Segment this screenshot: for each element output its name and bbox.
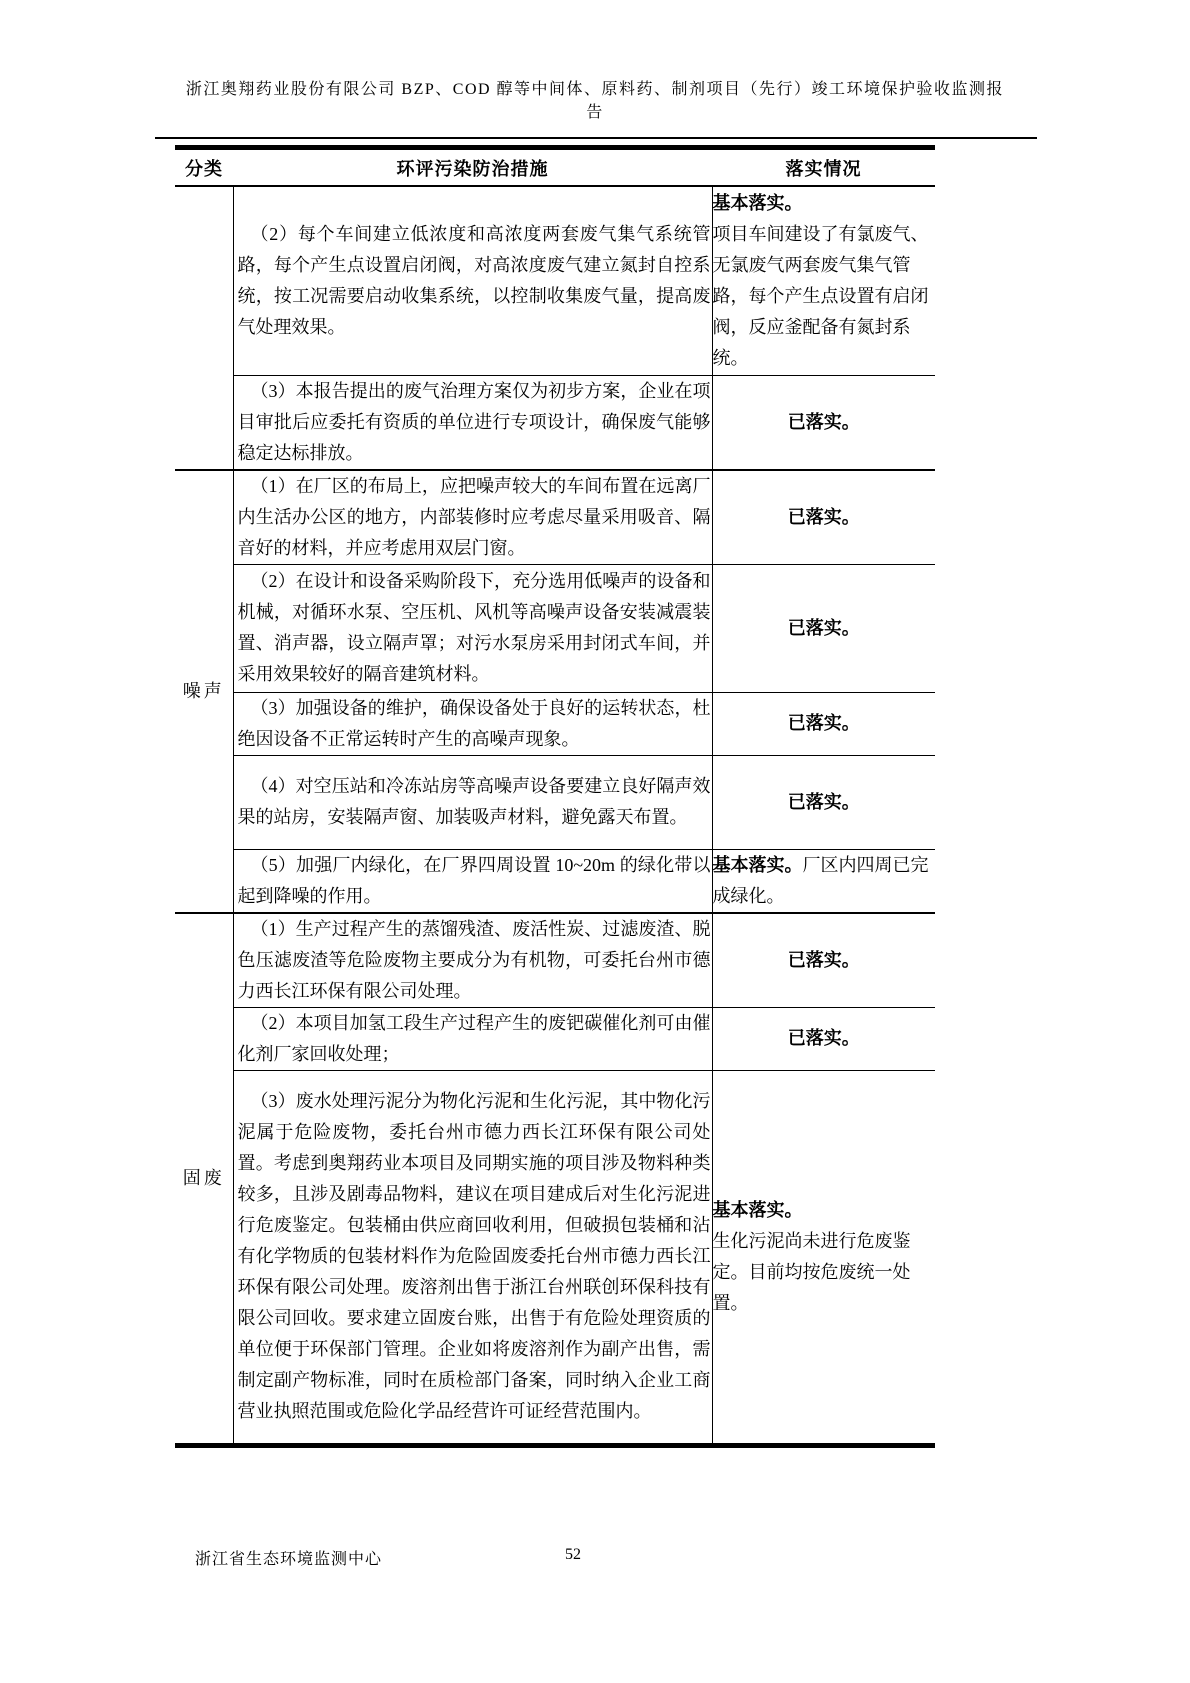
- page-number: 52: [565, 1546, 581, 1563]
- status-lead: 基本落实。: [712, 1199, 803, 1220]
- status-detail: 项目车间建设了有氯废气、无氯废气两套废气集气管路，每个产生点设置有启闭阀，反应釜配备有氮封系统。: [712, 223, 929, 368]
- measure-cell: （5）加强厂内绿化，在厂界四周设置 10~20m 的绿化带以起到降噪的作用。: [233, 849, 712, 913]
- header-rule: [155, 137, 1037, 139]
- table-row: [175, 1007, 935, 1070]
- status-lead: 已落实。: [787, 506, 860, 527]
- category-cell: 固废: [175, 913, 233, 1446]
- status-lead: 已落实。: [787, 1028, 860, 1048]
- status-cell: [712, 1070, 935, 1445]
- status-lead: 已落实。: [787, 949, 860, 970]
- column-header-status: 落实情况: [712, 148, 935, 187]
- status-cell: [712, 186, 935, 375]
- column-header-category: 分类: [175, 148, 233, 187]
- measure-cell: （2）每个车间建立低浓度和高浓度两套废气集气系统管路，每个产生点设置启闭阀，对高浓度废气建立氮封自控系统，按工况需要启动收集系统，以控制收集废气量，提高废气处理效果。: [233, 186, 712, 375]
- page-title-line1: 浙江奥翔药业股份有限公司 BZP、COD 醇等中间体、原料药、制剂项目（先行）竣工环境保护验收监测报: [185, 81, 1005, 98]
- status-cell: [712, 913, 935, 1008]
- page-title: [75, 78, 1115, 124]
- status-cell: [712, 755, 935, 849]
- table-row: [175, 375, 935, 470]
- status-cell: [712, 1007, 935, 1070]
- measure-cell: （1）生产过程产生的蒸馏残渣、废活性炭、过滤废渣、脱色压滤废渣等危险废物主要成分为有机物，可委托台州市德力西长江环保有限公司处理。: [233, 913, 712, 1008]
- table-header-row: [175, 148, 935, 187]
- measure-cell: （3）废水处理污泥分为物化污泥和生化污泥，其中物化污泥属于危险废物，委托台州市德力西长江环保有限公司处置。考虑到奥翔药业本项目及同期实施的项目涉及物料种类较多，且涉及剧毒品物料，建议在项目建成后对生化污泥进行危废鉴定。包装桶由供应商回收利用，但破损包装桶和沾有化学物质的包装材料作为危险固废委托台州市德力西长江环保有限公司处理。废溶剂出售于浙江台州联创环保科技有限公司回收。要求建立固废台账，出售于有危险处理资质的单位便于环保部门管理。企业如将废溶剂作为副产出售，需制定副产物标准，同时在质检部门备案，同时纳入企业工商营业执照范围或危险化学品经营许可证经营范围内。: [233, 1070, 712, 1445]
- status-cell: [712, 692, 935, 755]
- category-cell: 噪声: [175, 470, 233, 913]
- measure-cell: （2）在设计和设备采购阶段下，充分选用低噪声的设备和机械，对循环水泵、空压机、风机等高噪声设备安装减震装置、消声器，设立隔声罩；对污水泵房采用封闭式车间，并采用效果较好的隔音建筑材料。: [233, 564, 712, 692]
- table-row: [175, 692, 935, 755]
- measure-cell: （3）本报告提出的废气治理方案仅为初步方案，企业在项目审批后应委托有资质的单位进行专项设计，确保废气能够稳定达标排放。: [233, 375, 712, 470]
- measure-cell: （3）加强设备的维护，确保设备处于良好的运转状态，杜绝因设备不正常运转时产生的高噪声现象。: [233, 692, 712, 755]
- measure-cell: （1）在厂区的布局上，应把噪声较大的车间布置在远离厂内生活办公区的地方，内部装修时应考虑尽量采用吸音、隔音好的材料，并应考虑用双层门窗。: [233, 470, 712, 565]
- footer-organization: 浙江省生态环境监测中心: [195, 1551, 383, 1568]
- table-row: [175, 913, 935, 1008]
- status-lead: 已落实。: [787, 791, 860, 812]
- table-row: [175, 564, 935, 692]
- category-cell: [175, 186, 233, 470]
- measure-cell: （4）对空压站和冷冻站房等高噪声设备要建立良好隔声效果的站房，安装隔声窗、加装吸声材料，避免露天布置。: [233, 755, 712, 849]
- table-row: [175, 849, 935, 913]
- table-row: [175, 186, 935, 375]
- status-lead: 已落实。: [787, 411, 860, 432]
- page-title-line2: 告: [586, 104, 604, 121]
- status-lead: 已落实。: [787, 617, 860, 638]
- status-lead: 基本落实。: [712, 854, 803, 875]
- status-cell: [712, 564, 935, 692]
- status-detail: 厂区内四周已完成绿化。: [712, 854, 929, 906]
- measure-cell: （2）本项目加氢工段生产过程产生的废钯碳催化剂可由催化剂厂家回收处理；: [233, 1007, 712, 1070]
- status-lead: 已落实。: [787, 713, 860, 733]
- status-lead: 基本落实。: [712, 192, 803, 213]
- status-cell: [712, 849, 935, 913]
- table-row: [175, 1070, 935, 1445]
- status-cell: [712, 470, 935, 565]
- status-cell: [712, 375, 935, 470]
- acceptance-table: [175, 145, 935, 1448]
- column-header-measure: 环评污染防治措施: [233, 148, 712, 187]
- table-row: [175, 755, 935, 849]
- table-row: [175, 470, 935, 565]
- status-detail: 生化污泥尚未进行危废鉴定。目前均按危废统一处置。: [712, 1230, 911, 1313]
